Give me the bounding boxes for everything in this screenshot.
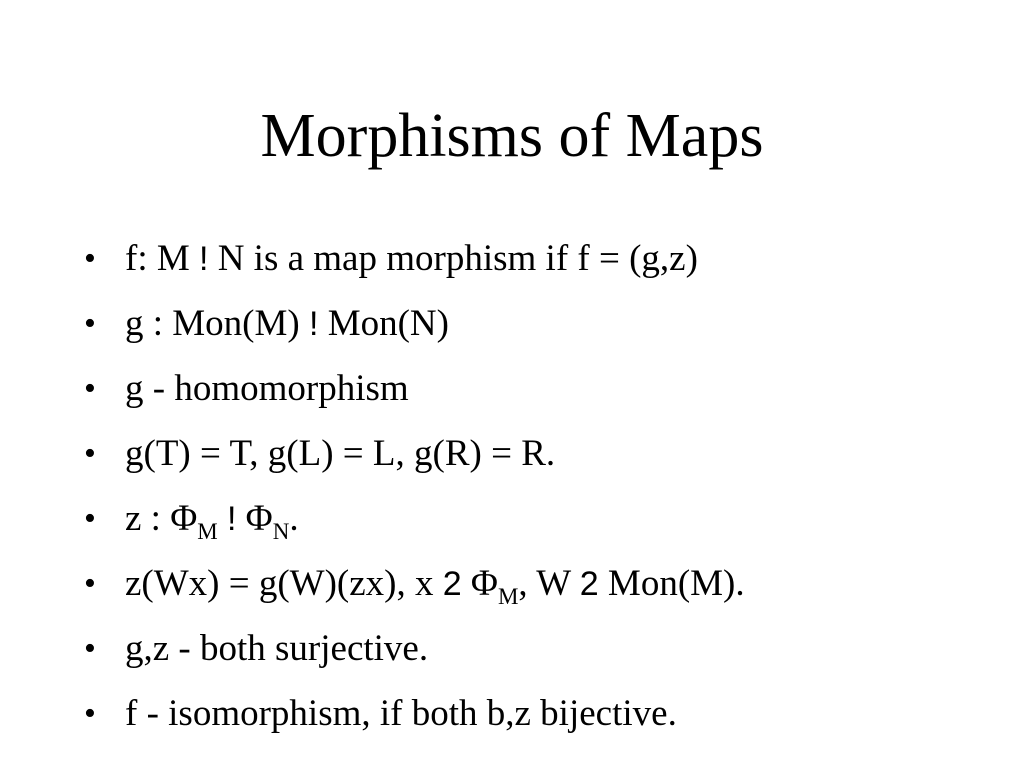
bullet-text bbox=[125, 486, 299, 552]
bullet-text-segment: z(Wx) = g(W)(zx), x bbox=[125, 562, 443, 604]
bullet-text bbox=[125, 551, 745, 617]
bullet-text-segment bbox=[218, 498, 227, 539]
bullet-item bbox=[84, 291, 745, 356]
bullet-text-segment: ! bbox=[308, 304, 319, 343]
bullet-item bbox=[84, 551, 745, 616]
bullet-dot: • bbox=[84, 435, 96, 472]
bullet-text bbox=[125, 616, 428, 681]
subscript-text: M bbox=[497, 583, 519, 609]
bullet-text-segment: , W bbox=[518, 562, 580, 604]
subscript-text: M bbox=[197, 518, 218, 544]
bullet-item bbox=[84, 681, 745, 746]
bullet-text-segment: 2 bbox=[442, 564, 462, 603]
bullet-text-segment: Φ bbox=[236, 497, 273, 539]
bullet-dot: • bbox=[84, 695, 96, 732]
bullet-text-segment: Φ bbox=[461, 562, 498, 604]
bullet-text bbox=[125, 356, 409, 421]
bullet-text-segment: g - homomorphism bbox=[125, 368, 409, 409]
bullet-text-segment: N is a map morphism if f = (g,z) bbox=[208, 237, 698, 279]
bullet-dot: • bbox=[84, 565, 96, 602]
bullet-dot: • bbox=[84, 240, 96, 277]
bullet-item bbox=[84, 421, 745, 486]
bullet-text-segment: 2 bbox=[579, 564, 599, 603]
bullet-item bbox=[84, 486, 745, 551]
bullet-dot: • bbox=[84, 370, 96, 407]
bullet-text bbox=[125, 291, 449, 357]
bullet-list bbox=[84, 226, 745, 746]
bullet-text-segment: g : Mon(M) bbox=[125, 302, 309, 344]
bullet-dot: • bbox=[84, 305, 96, 342]
bullet-text bbox=[125, 681, 677, 746]
bullet-text-segment: ! bbox=[199, 239, 209, 278]
bullet-item bbox=[84, 356, 745, 421]
subscript-text: N bbox=[272, 518, 290, 544]
bullet-dot: • bbox=[84, 630, 96, 667]
bullet-dot: • bbox=[84, 500, 96, 537]
bullet-text-segment: f - isomorphism, if both b,z bijective. bbox=[125, 693, 677, 734]
bullet-text bbox=[125, 421, 555, 486]
bullet-text-segment: f: M bbox=[125, 237, 199, 279]
bullet-text-segment: . bbox=[289, 497, 299, 539]
bullet-text-segment: z : Φ bbox=[125, 497, 198, 539]
bullet-text-segment: Mon(N) bbox=[318, 302, 449, 344]
bullet-text-segment: g(T) = T, g(L) = L, g(R) = R. bbox=[125, 433, 556, 474]
slide-title: Morphisms of Maps bbox=[260, 102, 764, 170]
bullet-text bbox=[125, 226, 698, 292]
bullet-text-segment: ! bbox=[226, 499, 237, 538]
bullet-item bbox=[84, 616, 745, 681]
bullet-text-segment: g,z - both surjective. bbox=[125, 628, 429, 669]
bullet-item bbox=[84, 226, 745, 291]
bullet-text-segment: Mon(M). bbox=[598, 562, 745, 604]
